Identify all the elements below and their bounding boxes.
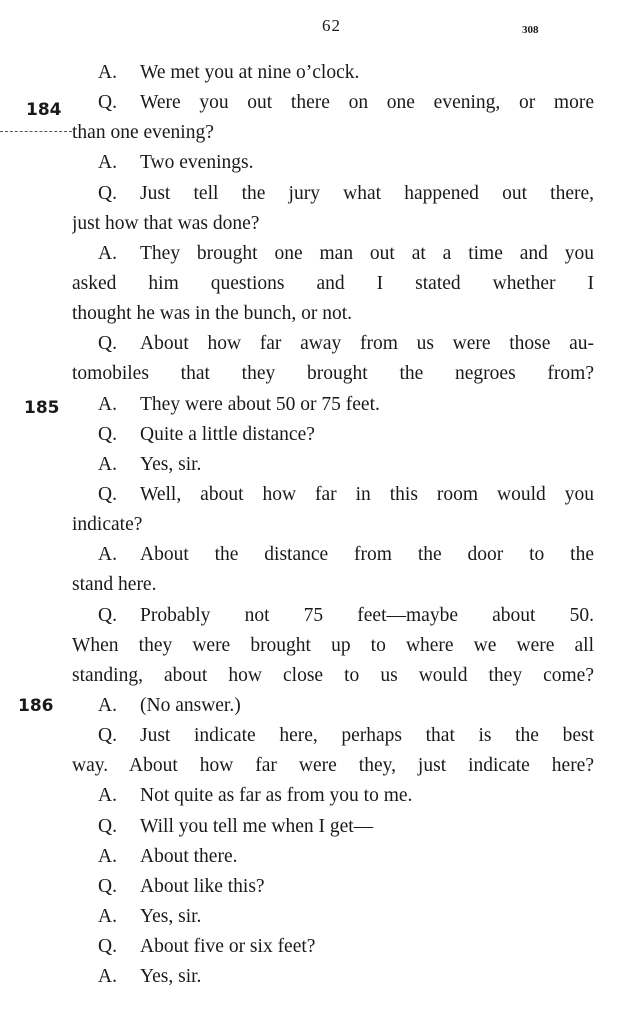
speaker-label: Q. (98, 182, 117, 204)
transcript-line (72, 691, 594, 721)
speaker-label: Q. (98, 725, 117, 747)
line-text: Probably not 75 feet—maybe about 50. (140, 604, 594, 626)
line-text: Will you tell me when I get— (140, 815, 374, 837)
line-text: tomobiles that they brought the negroes from? (72, 363, 594, 385)
transcript-line (72, 872, 594, 902)
transcript-line (72, 932, 594, 962)
transcript-line (72, 148, 594, 178)
transcript-line (72, 842, 594, 872)
speaker-label: A. (98, 62, 117, 83)
speaker-label: Q. (98, 875, 117, 897)
transcript-line (72, 480, 594, 510)
speaker-label: Q. (98, 483, 117, 505)
line-text: just how that was done? (72, 212, 260, 234)
line-text: than one evening? (72, 122, 214, 144)
line-text: About the distance from the door to the (140, 544, 594, 566)
transcript-line (72, 420, 594, 450)
line-text: About there. (140, 845, 238, 867)
page-number: 62 (322, 16, 341, 35)
transcript-line (72, 329, 594, 359)
line-text: Just tell the jury what happened out there, (140, 182, 594, 204)
speaker-label: A. (98, 453, 117, 475)
transcript-line (72, 359, 594, 389)
speaker-label: A. (98, 152, 117, 174)
transcript-line (72, 661, 594, 691)
line-text: Were you out there on one evening, or more (140, 92, 594, 114)
line-text: Quite a little distance? (140, 423, 315, 445)
transcript-line (72, 239, 594, 269)
transcript-line (72, 269, 594, 299)
transcript-line (72, 118, 594, 148)
margin-line-number: 186 (18, 696, 54, 716)
page-mark: 308 (522, 24, 539, 36)
line-text: (No answer.) (140, 694, 241, 716)
speaker-label: Q. (98, 815, 117, 837)
line-text: We met you at nine o’clock. (140, 62, 360, 83)
transcript-line (72, 209, 594, 239)
transcript-line (72, 631, 594, 661)
line-text: When they were brought up to where we were all (72, 634, 594, 656)
line-text: Well, about how far in this room would you (140, 483, 594, 505)
line-text: standing, about how close to us would they come? (72, 664, 594, 686)
speaker-label: A. (98, 966, 117, 988)
line-text: Yes, sir. (140, 453, 202, 475)
speaker-label: Q. (98, 92, 117, 114)
line-text: indicate? (72, 514, 143, 536)
transcript-line (72, 58, 594, 88)
testimony-text (72, 58, 594, 992)
speaker-label: A. (98, 242, 117, 264)
speaker-label: A. (98, 694, 117, 716)
speaker-label: Q. (98, 423, 117, 445)
speaker-label: Q. (98, 604, 117, 626)
line-text: Just indicate here, perhaps that is the best (140, 725, 594, 747)
line-text: About five or six feet? (140, 936, 316, 958)
line-text: About how far away from us were those au- (140, 333, 594, 355)
speaker-label: Q. (98, 936, 117, 958)
speaker-label: Q. (98, 333, 117, 355)
line-text: They were about 50 or 75 feet. (140, 393, 380, 415)
transcript-line (72, 540, 594, 570)
line-text: way. About how far were they, just indicate here? (72, 755, 594, 777)
line-text: Two evenings. (140, 152, 254, 174)
speaker-label: A. (98, 845, 117, 867)
line-text: Yes, sir. (140, 905, 202, 927)
transcript-line (72, 450, 594, 480)
line-text: stand here. (72, 574, 157, 596)
line-text: thought he was in the bunch, or not. (72, 303, 352, 325)
speaker-label: A. (98, 393, 117, 415)
margin-line-number: 184 (26, 100, 62, 120)
transcript-line (72, 721, 594, 751)
line-text: asked him questions and I stated whether I (72, 272, 594, 294)
transcript-line (72, 781, 594, 811)
transcript-line (72, 751, 594, 781)
margin-dash-rule (0, 131, 72, 132)
line-text: They brought one man out at a time and you (140, 242, 594, 264)
transcript-line (72, 812, 594, 842)
transcript-line (72, 510, 594, 540)
margin-line-number: 185 (24, 398, 60, 418)
transcript-line (72, 962, 594, 992)
transcript-line (72, 570, 594, 600)
transcript-line (72, 88, 594, 118)
speaker-label: A. (98, 785, 117, 807)
line-text: About like this? (140, 875, 265, 897)
line-text: Yes, sir. (140, 966, 202, 988)
transcript-line (72, 902, 594, 932)
transcript-line (72, 299, 594, 329)
transcript-line (72, 390, 594, 420)
line-text: Not quite as far as from you to me. (140, 785, 413, 807)
transcript-line (72, 179, 594, 209)
speaker-label: A. (98, 544, 117, 566)
transcript-line (72, 601, 594, 631)
speaker-label: A. (98, 905, 117, 927)
